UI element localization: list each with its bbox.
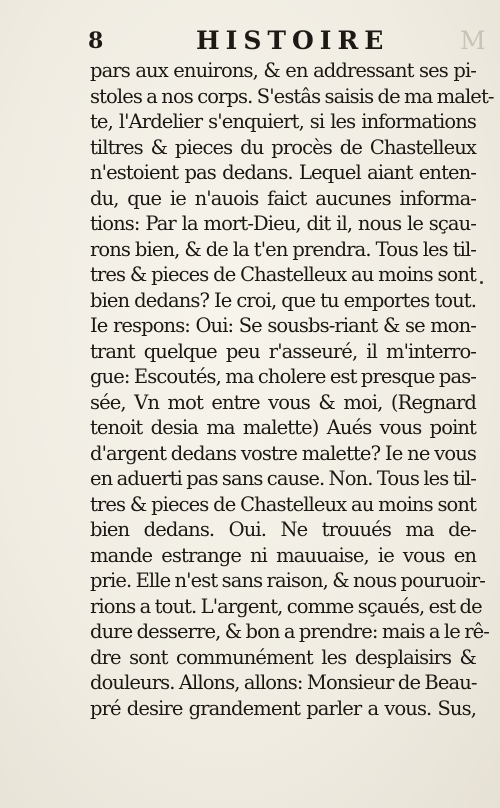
text-line: prie. Elle n'est sans raison, & nous pouruoir- (90, 569, 485, 592)
text-line: dre sont communément les desplaisirs & (90, 645, 476, 669)
text-line: douleurs. Allons, allons: Monsieur de Beau- (90, 671, 477, 694)
text-line: en aduerti pas sans cause. Non. Tous les til- (90, 467, 476, 490)
text-line: du, que ie n'auois faict aucunes informa- (90, 186, 476, 210)
text-line: sée, Vn mot entre vous & moi, (Regnard (90, 390, 476, 414)
body-text (90, 58, 494, 721)
ink-speck (480, 281, 483, 284)
text-line: te, l'Ardelier s'enquiert, si les informations (90, 110, 476, 133)
text-line: n'estoient pas dedans. Lequel aiant enten- (90, 161, 476, 184)
running-head: HISTOIRE (196, 26, 390, 55)
text-line: tenoit desia ma malette) Aués vous point (90, 416, 476, 439)
text-line: pars aux enuirons, & en addressant ses pi- (90, 59, 476, 82)
text-line: dure desserre, & bon a prendre: mais a le rê- (90, 620, 489, 643)
text-line: gue: Escoutés, ma cholere est presque pas- (90, 365, 476, 388)
text-line: trant quelque peu r'asseuré, il m'interro- (90, 339, 476, 363)
text-line: Ie respons: Oui: Se sousbs-riant & se mon- (90, 314, 476, 337)
text-line: tres & pieces de Chastelleux au moins sont (90, 263, 476, 286)
text-line: pré desire grandement parler a vous. Sus, (90, 696, 476, 720)
text-line: rions a tout. L'argent, comme sçaués, est de (90, 594, 482, 618)
text-line: bien dedans. Oui. Ne trouués ma de- (90, 518, 476, 541)
text-line: tres & pieces de Chastelleux au moins sont (90, 492, 476, 516)
text-line: mande estrange ni mauuaise, ie vous en (90, 543, 476, 567)
bleed-through-text: M (460, 26, 490, 55)
text-line: tiltres & pieces du procès de Chastelleux (90, 135, 476, 159)
text-line: tions: Par la mort-Dieu, dit il, nous le sçau- (90, 212, 476, 235)
page-header (88, 24, 488, 60)
text-line: d'argent dedans vostre malette? Ie ne vous (90, 441, 476, 465)
text-line: rons bien, & de la t'en prendra. Tous les til- (90, 237, 476, 261)
page-number: 8 (88, 28, 104, 54)
text-line: bien dedans? Ie croi, que tu emportes tout. (90, 288, 476, 312)
text-line: stoles a nos corps. S'estâs saisis de ma malet- (90, 84, 494, 108)
